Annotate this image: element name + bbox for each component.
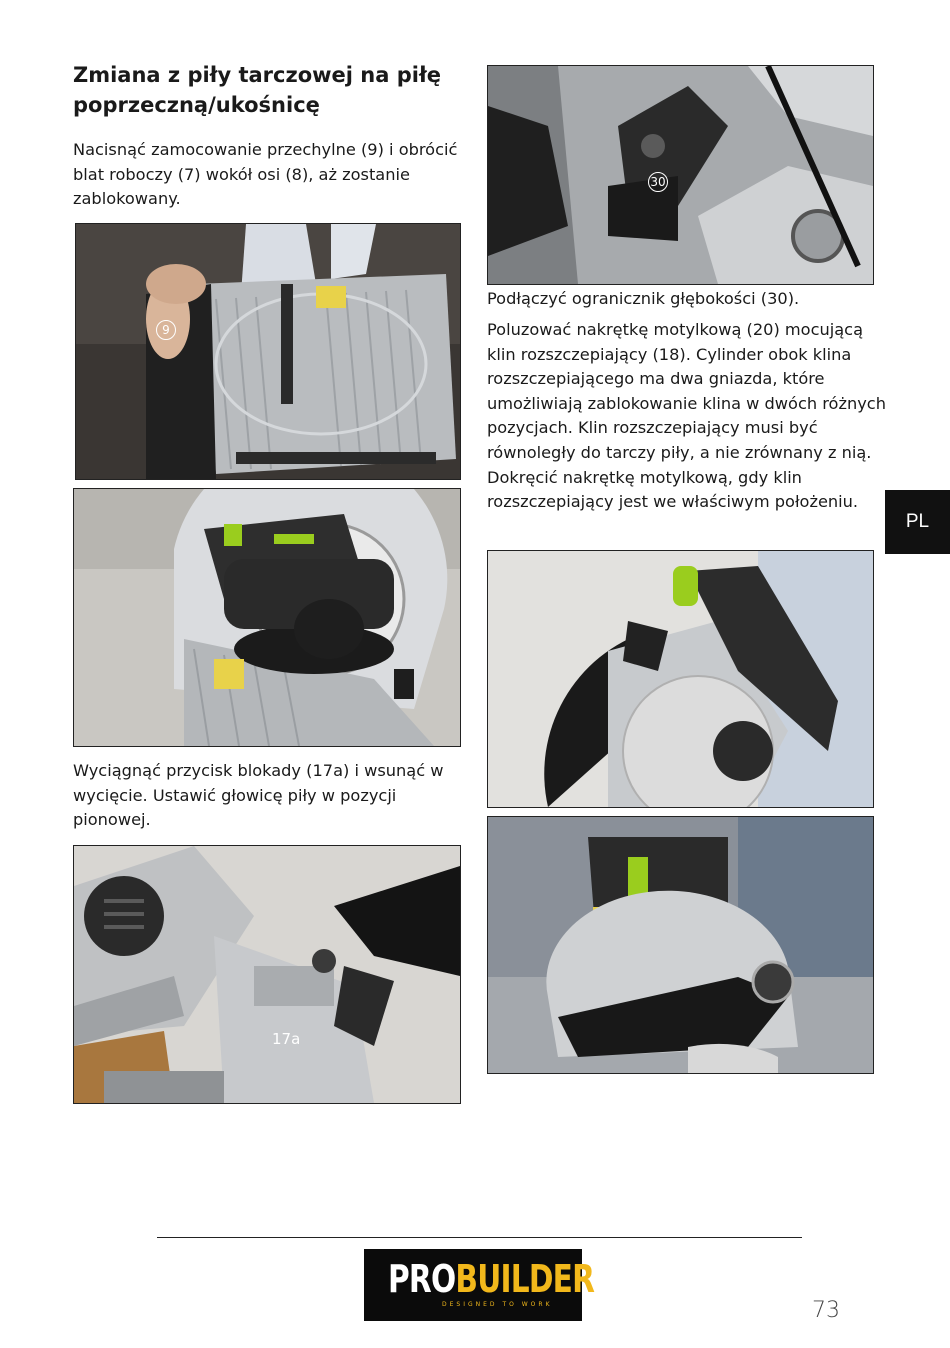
logo-pro-text: PRO (387, 1257, 456, 1301)
callout-depth-stop: 30 (648, 172, 668, 192)
callout-tilt-lock: 9 (156, 320, 176, 340)
section-heading: Zmiana z piły tarczowej na piłę poprzeczną/ukośnicę (73, 63, 441, 117)
photo-saw-head (73, 488, 461, 747)
footer-divider (157, 1237, 802, 1238)
instruction-rotate-table: Nacisnąć zamocowanie przechylne (9) i obrócić blat roboczy (7) wokół osi (8), aż zostanie zablokowany. (73, 140, 458, 209)
photo-lock-button (73, 845, 461, 1104)
photo-riving-knife-assembled (487, 816, 874, 1074)
instruction-riving-knife: Poluzować nakrętkę motylkową (20) mocującą klin rozszczepiający (18). Cylinder obok klina rozszczepiającego ma dwa gniazda, które umożliwiają zablokowanie klina w dwóch różnych pozycjach. Klin rozszczepiający musi być równoległy do tarczy piły, a nie zrównany z nią. Dokręcić nakrętkę motylkową, gdy klin rozszczepiający jest we właściwym położeniu. (487, 320, 886, 512)
logo-tagline: DESIGNED TO WORK (442, 1301, 553, 1308)
photo-depth-stop (487, 65, 874, 285)
photo-riving-knife (487, 550, 874, 808)
instruction-depth-stop: Podłączyć ogranicznik głębokości (30). (487, 289, 800, 308)
instruction-lock-button: Wyciągnąć przycisk blokady (17a) i wsunąć w wycięcie. Ustawić głowicę piły w pozycji pionowej. (73, 761, 444, 830)
logo-builder-text: BUILDER (455, 1257, 595, 1301)
page-number: 73 (812, 1298, 840, 1323)
callout-lock-button: 17a (272, 1030, 301, 1048)
probuilder-logo (364, 1249, 595, 1321)
photo-rotate-table (75, 223, 461, 480)
language-tab: PL (885, 490, 950, 554)
